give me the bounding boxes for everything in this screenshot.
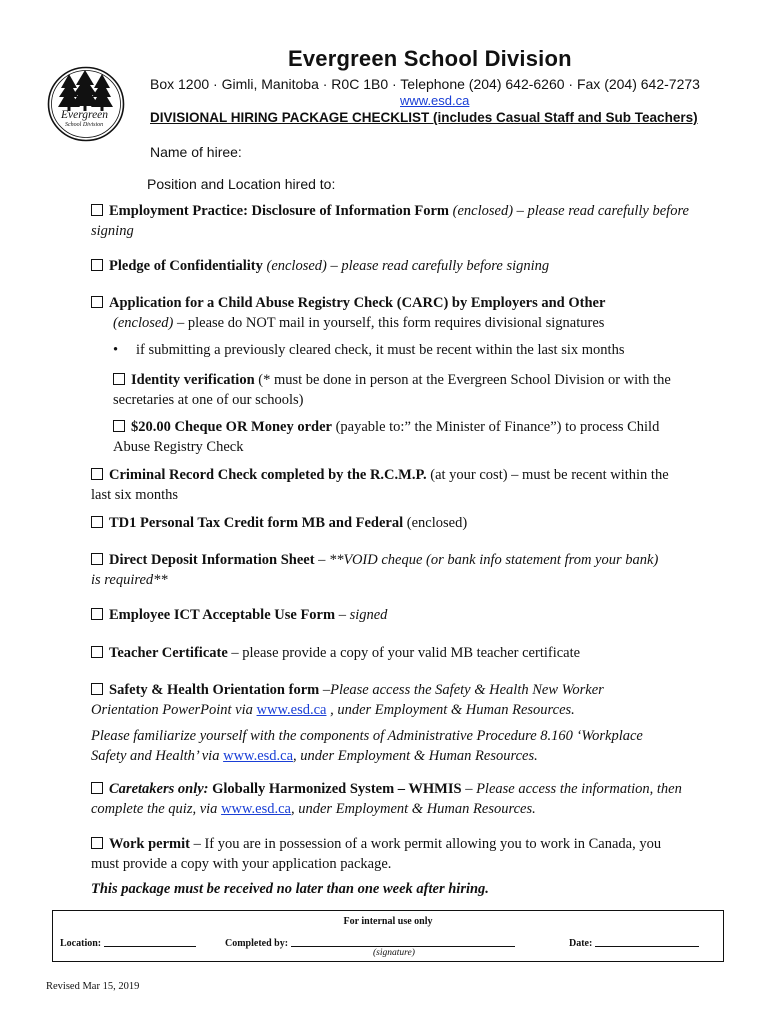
internal-use-title: For internal use only — [343, 916, 433, 927]
checklist-item-pledge: Pledge of Confidentiality (enclosed) – please read carefully before signing — [91, 256, 701, 276]
checkbox[interactable] — [91, 782, 103, 794]
logo-subtext: School Division — [65, 122, 104, 128]
website-link[interactable]: www.esd.ca — [223, 748, 294, 764]
checklist-item-criminal-record: Criminal Record Check completed by the R.C.M.P. (at your cost) – must be recent within the last six months — [91, 467, 669, 503]
checklist-item-direct-deposit: Direct Deposit Information Sheet – **VOID cheque (or bank info statement from your bank) is required** — [91, 552, 659, 588]
name-of-hiree-label: Name of hiree: — [150, 144, 242, 160]
carc-bullet-text: if submitting a previously cleared check, it must be recent within the last six months — [136, 342, 625, 358]
checklist-item-teacher-certificate: Teacher Certificate – please provide a copy of your valid MB teacher certificate — [91, 643, 701, 663]
evergreen-logo — [47, 66, 125, 142]
completed-by-field: Completed by: — [225, 936, 515, 949]
checkbox[interactable] — [91, 296, 103, 308]
signature-caption: (signature) — [373, 948, 415, 958]
checklist-item-carc: Application for a Child Abuse Registry Check (CARC) by Employers and Other — [91, 293, 701, 313]
website-link[interactable]: www.esd.ca — [256, 702, 327, 718]
checkbox[interactable] — [91, 516, 103, 528]
deadline-notice: This package must be received no later than one week after hiring. — [91, 881, 489, 897]
checkbox[interactable] — [91, 204, 103, 216]
revised-date: Revised Mar 15, 2019 — [46, 981, 140, 992]
checkbox[interactable] — [91, 837, 103, 849]
checklist-item-identity: Identity verification (* must be done in person at the Evergreen School Division or with the secretaries at one of our schools) — [113, 372, 671, 408]
checkbox[interactable] — [91, 608, 103, 620]
checklist-item-ict: Employee ICT Acceptable Use Form – signed — [91, 605, 701, 625]
carc-details: (enclosed) – please do NOT mail in yourself, this form requires divisional signatures — [113, 315, 605, 331]
checkbox[interactable] — [91, 259, 103, 271]
website-link[interactable]: www.esd.ca — [400, 93, 470, 108]
contact-address: Box 1200 · Gimli, Manitoba · R0C 1B0 · Telephone (204) 642-6260 · Fax (204) 642-7273 — [150, 76, 700, 92]
checkbox[interactable] — [91, 646, 103, 658]
location-field: Location: — [60, 936, 196, 949]
signature-input-line[interactable] — [291, 936, 515, 947]
internal-use-box — [52, 910, 724, 962]
safety-procedure-note: Please familiarize yourself with the components of Administrative Procedure 8.160 ‘Workplace Safety and Health’ via www.esd.ca, under Employment & Human Resources. — [91, 728, 643, 764]
page-title: Evergreen School Division — [288, 46, 572, 71]
position-location-label: Position and Location hired to: — [147, 176, 336, 192]
checklist-item-safety-health: Safety & Health Orientation form –Please access the Safety & Health New Worker Orientation PowerPoint via www.esd.ca , under Employment & Human Resources. — [91, 682, 604, 718]
location-input-line[interactable] — [104, 936, 196, 947]
checkbox[interactable] — [91, 683, 103, 695]
date-field: Date: — [569, 936, 699, 949]
checklist-item-cheque: $20.00 Cheque OR Money order (payable to:” the Minister of Finance”) to process Child Abuse Registry Check — [113, 419, 660, 455]
checklist-item-whmis: Caretakers only: Globally Harmonized System – WHMIS – Please access the information, then complete the quiz, via www.esd.ca, under Employment & Human Resources. — [91, 781, 682, 817]
date-input-line[interactable] — [595, 936, 699, 947]
logo-text: Evergreen — [61, 109, 109, 121]
checklist-item-td1: TD1 Personal Tax Credit form MB and Federal (enclosed) — [91, 513, 701, 533]
checkbox[interactable] — [113, 420, 125, 432]
website-link[interactable]: www.esd.ca — [221, 801, 291, 817]
checkbox[interactable] — [91, 553, 103, 565]
bullet-icon: • — [113, 342, 119, 358]
checklist-item-work-permit: Work permit – If you are in possession of a work permit allowing you to work in Canada, you must provide a copy with your application package. — [91, 836, 662, 872]
checklist-title: DIVISIONAL HIRING PACKAGE CHECKLIST (includes Casual Staff and Sub Teachers) — [150, 110, 698, 125]
checkbox[interactable] — [91, 468, 103, 480]
checkbox[interactable] — [113, 373, 125, 385]
checklist-item-disclosure: Employment Practice: Disclosure of Information Form (enclosed) – please read carefully before signing — [91, 203, 689, 239]
